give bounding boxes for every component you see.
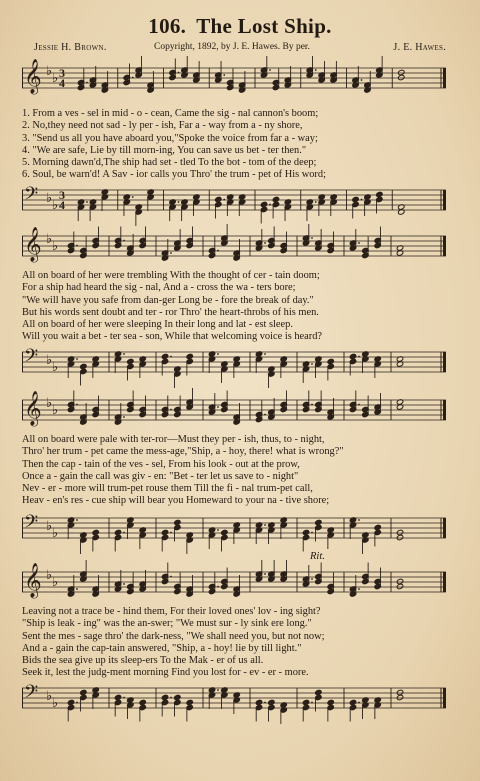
svg-text:♭: ♭	[46, 518, 53, 533]
svg-text:♭: ♭	[52, 695, 59, 710]
svg-text:𝄢: 𝄢	[24, 512, 39, 537]
bass-staff	[22, 182, 446, 222]
svg-text:𝄞: 𝄞	[24, 391, 42, 426]
lyric-line: Nev - er - more will trum-pet rouse them Till the fi - nal trum-pet call,	[22, 483, 313, 495]
lyric-line: All on board of her were trembling With the thought of cer - tain doom;	[22, 270, 320, 281]
lyric-line: "Ship is leak - ing" was the an-swer; "We must sur - ly sink ere long."	[22, 618, 312, 630]
treble-staff	[22, 228, 446, 268]
lyric-line: 6. Soul, be warn'd! A Sav - ior calls you Thro' the trum - pet of His word;	[22, 169, 326, 181]
lyric-line: Thro' her trum - pet came the mess-age,"Ship, a - hoy, there! what is wrong?"	[22, 446, 344, 458]
svg-text:𝄞: 𝄞	[24, 563, 42, 598]
svg-text:♭: ♭	[52, 525, 59, 540]
treble-staff	[22, 392, 446, 432]
hymn-title	[0, 14, 480, 39]
staff-notation	[22, 510, 446, 554]
lyric-line: All on board of her were sleeping In their long and lat - est sleep.	[22, 319, 293, 331]
svg-text:𝄢: 𝄢	[24, 682, 39, 707]
staff-notation	[22, 344, 446, 388]
lyric-line: Once a - gain the call was giv - en: "Bet - ter let us save to - night"	[22, 470, 299, 482]
lyric-line: "We will have you safe from dan-ger Long be - fore the break of day."	[22, 294, 314, 306]
treble-staff	[22, 564, 446, 604]
lyrics-block-4	[22, 606, 446, 680]
lyrics-block-1	[22, 108, 446, 182]
staff-notation	[22, 564, 446, 608]
lyric-line: Bids the sea give up its sleep-ers To the Mak - er of us all.	[22, 655, 264, 667]
hymn-title-text: The Lost Ship.	[196, 14, 332, 38]
lyric-line: Then the cap - tain of the ves - sel, From his look - out at the prow,	[22, 458, 300, 470]
bass-staff	[22, 680, 446, 720]
svg-text:♭: ♭	[46, 567, 53, 582]
lyric-line: Seek it, lest the judg-ment morning Find you lost for - ev - er - more.	[22, 667, 309, 679]
lyric-line: Sent the mes - sage thro' the dark-ness, "We shall need you, but not now;	[22, 630, 325, 642]
composer-credit: J. E. Hawes.	[393, 42, 446, 53]
lyrics-block-3	[22, 434, 446, 508]
poet-credit: Jessie H. Brown.	[34, 42, 107, 53]
staff-notation	[22, 182, 446, 226]
lyric-line: Will you wait a bet - ter sea - son, While that welcoming voice is heard?	[22, 331, 323, 343]
svg-text:3: 3	[59, 188, 65, 202]
svg-text:♭: ♭	[46, 395, 53, 410]
lyric-line: But his words sent doubt and ter - ror Thro' the heart-throbs of his men.	[22, 306, 319, 318]
svg-text:𝄞: 𝄞	[24, 59, 42, 94]
copyright-notice: Copyright, 1892, by J. E. Hawes. By per.	[154, 42, 310, 52]
svg-text:𝄞: 𝄞	[24, 227, 42, 262]
lyric-line: For a ship had heard the sig - nal, And a - cross the wa - ters bore;	[22, 282, 296, 294]
lyric-line: All on board were pale with ter-ror—Must they per - ish, thus, to - night,	[22, 434, 325, 445]
svg-text:♭: ♭	[46, 688, 53, 703]
svg-text:4: 4	[59, 198, 65, 212]
lyrics-block-2	[22, 270, 446, 344]
lyric-line: 1. From a ves - sel in mid - o - cean, Came the sig - nal cannon's boom;	[22, 108, 319, 119]
lyric-line: 4. "We are safe, Lie by till morn-ing, You can save us bet - ter then."	[22, 144, 307, 156]
staff-notation	[22, 680, 446, 724]
lyric-line: 3. "Send us all you have aboard you,"Spoke the voice from far a - way;	[22, 132, 318, 144]
svg-text:♭: ♭	[46, 231, 53, 246]
staff-notation	[22, 392, 446, 436]
svg-text:♭: ♭	[52, 70, 59, 85]
svg-text:♭: ♭	[52, 359, 59, 374]
svg-text:♭: ♭	[46, 352, 53, 367]
bass-staff	[22, 510, 446, 550]
svg-text:3: 3	[59, 66, 65, 80]
svg-text:♭: ♭	[52, 197, 59, 212]
svg-text:♭: ♭	[52, 238, 59, 253]
svg-text:𝄢: 𝄢	[24, 346, 39, 371]
bass-staff	[22, 344, 446, 384]
lyric-line: Heav - en's res - cue ship will bear you Homeward to your na - tive shore;	[22, 495, 330, 507]
hymn-credits	[34, 42, 446, 56]
lyric-line: 5. Morning dawn'd,The ship had set - tled To the bot - tom of the deep;	[22, 157, 317, 169]
svg-text:𝄢: 𝄢	[24, 184, 39, 209]
svg-text:♭: ♭	[52, 574, 59, 589]
hymn-number: 106.	[148, 14, 187, 38]
svg-text:4: 4	[59, 76, 65, 90]
lyric-line: Leaving not a trace be - hind them, For their loved ones' lov - ing sight?	[22, 606, 321, 617]
lyric-line: 2. No,they need not sad - ly per - ish, Far a - way from a - ny shore,	[22, 120, 303, 132]
svg-text:♭: ♭	[46, 190, 53, 205]
ritardando-marking: Rit.	[310, 551, 325, 562]
treble-staff	[22, 60, 446, 100]
svg-text:♭: ♭	[46, 63, 53, 78]
svg-text:♭: ♭	[52, 402, 59, 417]
staff-notation	[22, 228, 446, 272]
lyric-line: And a - gain the cap-tain answered, "Ship, a - hoy! lie by till light."	[22, 642, 302, 654]
staff-notation	[22, 60, 446, 104]
